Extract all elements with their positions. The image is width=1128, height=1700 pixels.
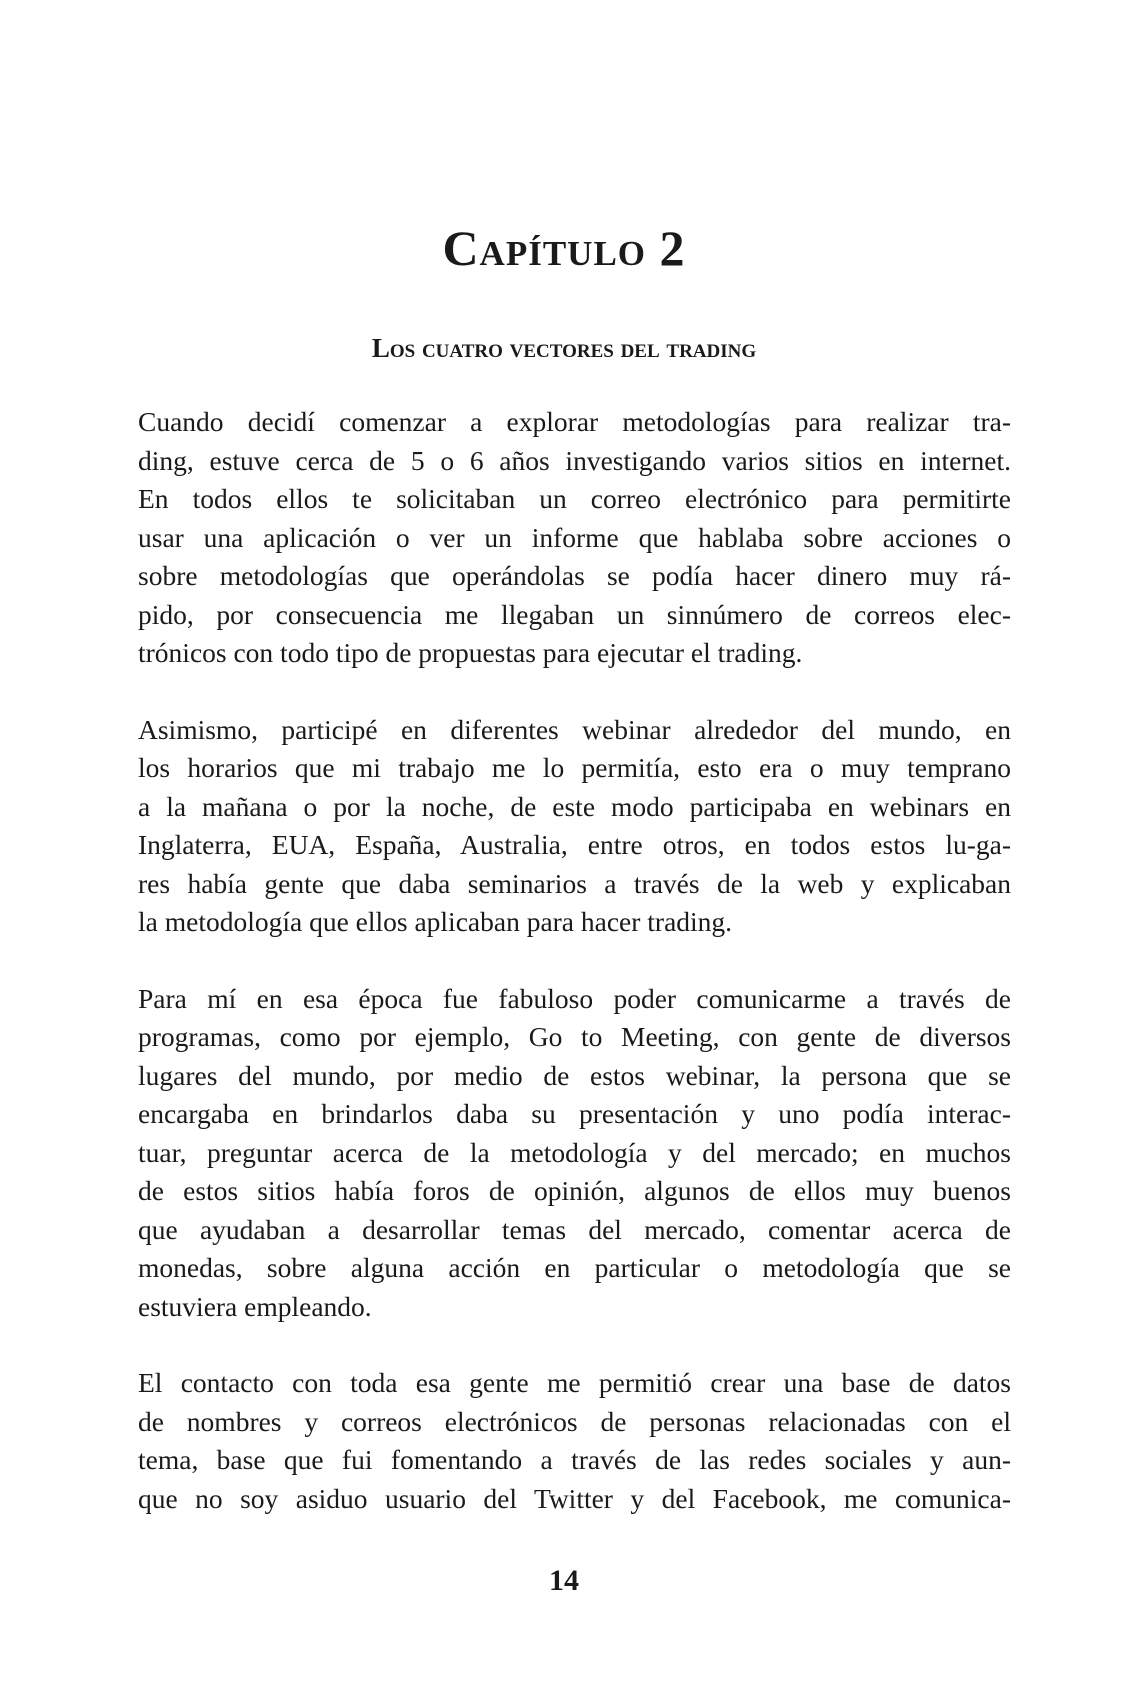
text-line: estuviera empleando. (138, 1290, 372, 1322)
text-line: monedas, sobre alguna acción en particular o metodología que se (138, 1252, 1011, 1283)
chapter-title: Capítulo 2 (442, 220, 686, 276)
paragraph-1 (138, 403, 1011, 673)
paragraph-4 (138, 1364, 1011, 1518)
text-line: encargaba en brindarlos daba su presentación y uno podía interac- (138, 1098, 1011, 1129)
text-line: de nombres y correos electrónicos de personas relacionadas con el (138, 1405, 1011, 1437)
text-line: los horarios que mi trabajo me lo permitía, esto era o muy temprano (138, 752, 1011, 783)
body-text (138, 403, 1011, 1556)
text-line: Para mí en esa época fue fabuloso poder comunicarme a través de (138, 982, 1011, 1014)
text-line: ding, estuve cerca de 5 o 6 años investigando varios sitios en internet. (138, 444, 1011, 476)
text-line: tuar, preguntar acerca de la metodología y del mercado; en muchos (138, 1136, 1011, 1168)
paragraph-2 (138, 711, 1011, 942)
text-line: Asimismo, participé en diferentes webinar alrededor del mundo, en (138, 713, 1011, 745)
text-line: trónicos con todo tipo de propuestas para ejecutar el trading. (138, 637, 803, 668)
text-line: la metodología que ellos aplicaban para hacer trading. (138, 906, 733, 937)
paragraph-3 (138, 980, 1011, 1327)
text-line: Cuando decidí comenzar a explorar metodologías para realizar tra- (138, 406, 1011, 437)
text-line: tema, base que fui fomentando a través de las redes sociales y aun- (138, 1444, 1011, 1475)
text-line: a la mañana o por la noche, de este modo participaba en webinars en (138, 790, 1011, 822)
text-line: Inglaterra, EUA, España, Australia, entre otros, en todos estos lu-ga- (138, 829, 1011, 860)
text-line: sobre metodologías que operándolas se podía hacer dinero muy rá- (138, 560, 1011, 591)
text-line: que ayudaban a desarrollar temas del mercado, comentar acerca de (138, 1213, 1011, 1245)
page-number: 14 (549, 1564, 579, 1597)
text-line: usar una aplicación o ver un informe que hablaba sobre acciones o (138, 521, 1011, 553)
text-line: que no soy asiduo usuario del Twitter y del Facebook, me comunica- (138, 1482, 1011, 1514)
text-line: lugares del mundo, por medio de estos webinar, la persona que se (138, 1059, 1011, 1091)
text-line: de estos sitios había foros de opinión, algunos de ellos muy buenos (138, 1175, 1011, 1206)
section-title: Los cuatro vectores del trading (371, 333, 757, 363)
text-line: El contacto con toda esa gente me permitió crear una base de datos (138, 1367, 1011, 1398)
text-line: programas, como por ejemplo, Go to Meeting, con gente de diversos (138, 1021, 1011, 1052)
text-line: En todos ellos te solicitaban un correo electrónico para permitirte (138, 483, 1011, 514)
text-line: res había gente que daba seminarios a través de la web y explicaban (138, 867, 1011, 899)
text-line: pido, por consecuencia me llegaban un sinnúmero de correos elec- (138, 598, 1011, 630)
